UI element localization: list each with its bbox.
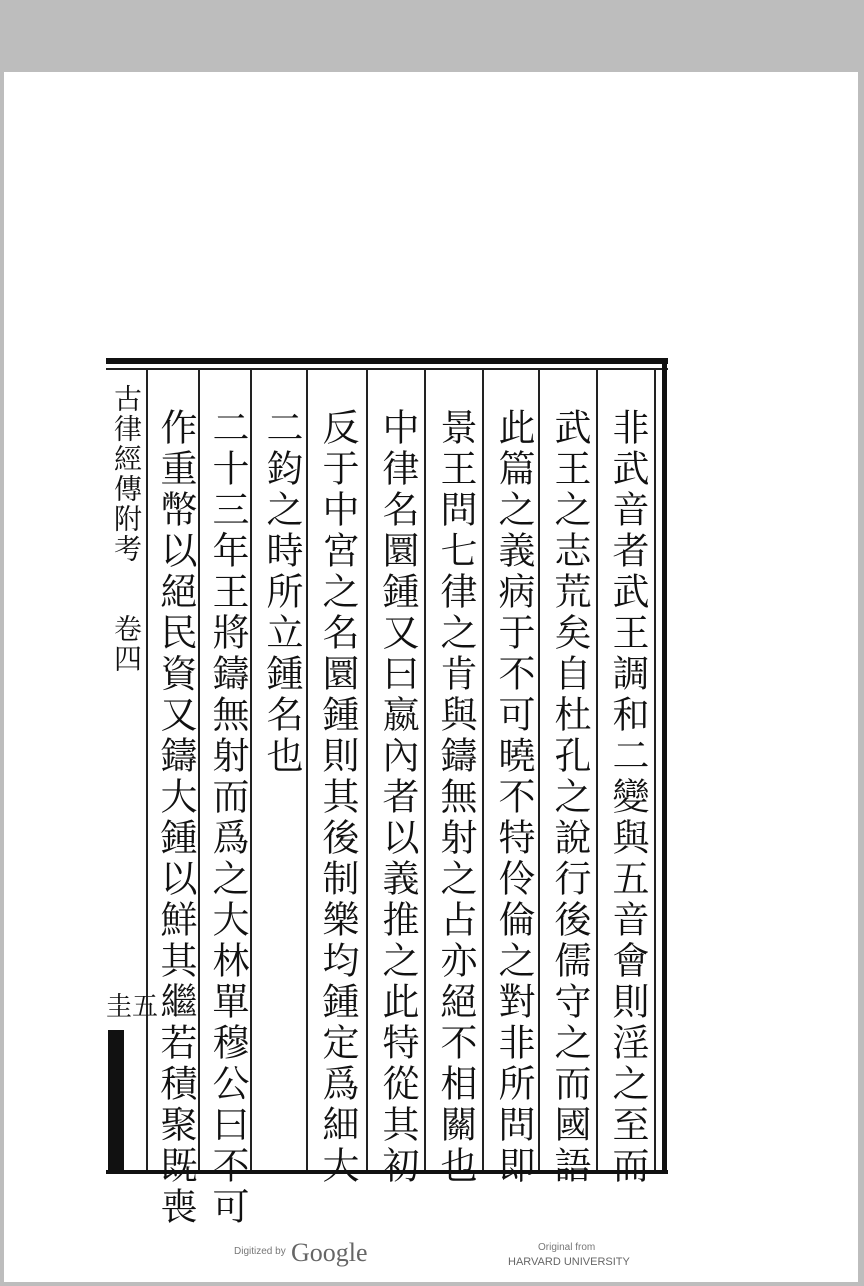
- original-from-label: Original from: [538, 1242, 596, 1253]
- column-divider: [424, 370, 426, 1170]
- text-frame: [106, 358, 668, 1228]
- google-logo: Google: [291, 1238, 368, 1267]
- column-divider: [366, 370, 368, 1170]
- digitized-label: Digitized by: [234, 1246, 286, 1257]
- book-title: 古律經傳附考: [110, 384, 143, 564]
- text-column-7: 二鈞之時所立鍾名也: [260, 408, 303, 777]
- text-column-1: 非武音者武王調和二變與五音會則淫之至而: [606, 408, 649, 1187]
- top-border-inner: [106, 368, 668, 370]
- right-border-inner: [654, 368, 656, 1170]
- volume-label: 卷四: [110, 614, 143, 674]
- text-column-6: 反于中宮之名圜鍾則其後制樂均鍾定爲細大: [316, 408, 359, 1187]
- fish-tail-mark: [108, 1030, 124, 1174]
- text-column-8: 二十三年王將鑄無射而爲之大林單穆公曰不可: [206, 408, 249, 1228]
- text-column-9: 作重幣以絕民資又鑄大鍾以鮮其繼若積聚既喪: [154, 408, 197, 1228]
- column-divider: [306, 370, 308, 1170]
- column-divider: [538, 370, 540, 1170]
- right-border: [662, 358, 667, 1174]
- text-column-5: 中律名圜鍾又曰嬴內者以義推之此特從其初: [376, 408, 419, 1187]
- margin-title-column: [108, 384, 144, 674]
- column-divider: [596, 370, 598, 1170]
- institution-label: HARVARD UNIVERSITY: [508, 1256, 630, 1268]
- folio-number: 圭五: [106, 992, 159, 1022]
- text-column-4: 景王問七律之肯與鑄無射之占亦絕不相關也: [434, 408, 477, 1187]
- text-column-2: 武王之志荒矣自杜孔之說行後儒守之而國語: [548, 408, 591, 1187]
- text-column-3: 此篇之義病于不可曉不特伶倫之對非所問即: [492, 408, 535, 1187]
- top-border: [106, 358, 668, 364]
- column-divider: [146, 370, 148, 1170]
- column-divider: [482, 370, 484, 1170]
